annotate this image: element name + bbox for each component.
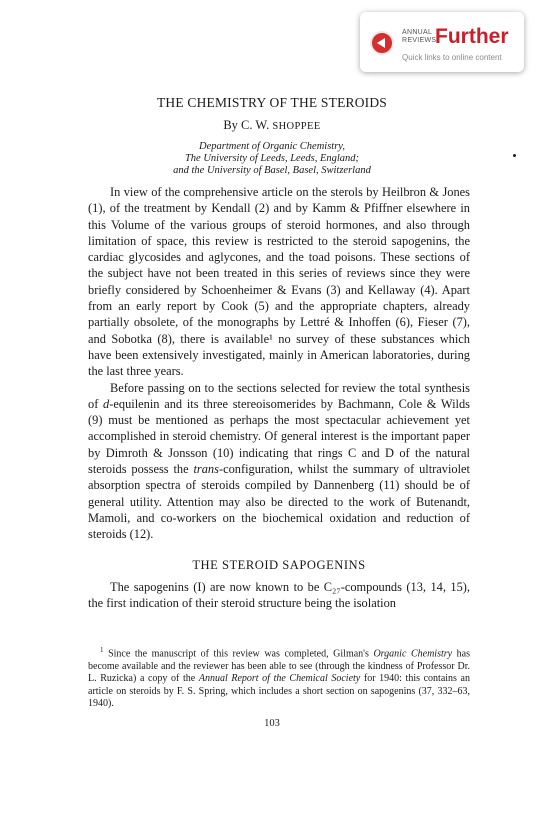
footnote-text-a: Since the manuscript of this review was completed, Gilman's [103, 648, 374, 660]
further-label: Further [435, 25, 509, 48]
paragraph-2 [88, 380, 470, 543]
footnote-italic-annual-report: Annual Report of the Chemical Society [198, 673, 361, 685]
quick-links-label[interactable]: Quick links to online content [402, 53, 502, 62]
affiliation-line-1: Department of Organic Chemistry, [198, 141, 345, 152]
article-body [88, 184, 470, 611]
paragraph-2-italic-d: d [103, 396, 110, 411]
play-arrow-icon [370, 31, 394, 55]
affiliation-line-2: The University of Leeds, Leeds, England; [184, 153, 360, 164]
footnote-text-c: for 1940: this contains an article on steroids by F. S. Spring, which includes a short section on sapogenins (37, 332–63, 1940). [88, 673, 470, 709]
paragraph-2-text-c: -configuration, whilst the summary of ultraviolet absorption spectra of steroids compiled by Dannenberg (11) should be of general utility. Attention may also be directed to the work of Butenandt, Mamoli, and co-workers on the biochemical oxidation and reduction of steroids (12). [88, 462, 470, 542]
paragraph-2-text-b: -equilenin and its three stereoisomerides by Bachmann, Cole & Wilds (9) must be mentioned as perhaps the most spectacular achievement yet accomplished in steroid chemistry. Of general interest is the important paper by Dimroth & Jonsson (10) indicating that rings C and D of the natural steroids possess the [88, 396, 470, 477]
annual-reviews-further-badge[interactable] [360, 12, 524, 72]
annual-reviews-wordmark: ANNUAL REVIEWS [402, 29, 437, 44]
author-prefix: By C. W. [223, 118, 273, 132]
paragraph-1: In view of the comprehensive article on the sterols by Heilbron & Jones (1), of the treatment by Kendall (2) and by Kamm & Pfiffner elsewhere in this Volume of the various groups of steroid hormones, and also through limitation of space, this review is restricted to the steroid sapogenins, the cardiac glycosides and aglycones, and the toad poisons. These sections of the subject have not been treated in this series of reviews since they were briefly considered by Schoenheimer & Evans (3) and Kellaway (4). Apart from an early report by Cook (5) and the appropriate chapters, already partially obsolete, of the monographs by Lettré & Inhoffen (6), Fieser (7), and Sobotka (8), there is available¹ no survey of these substances which have been extensively investigated, mainly in American laboratories, during the last three years. [88, 185, 470, 379]
stray-mark [513, 154, 516, 157]
paragraph-2-text-a: Before passing on to the sections selected for review the total synthesis of [88, 380, 470, 411]
affiliation-line-3: and the University of Basel, Basel, Switzerland [173, 165, 371, 176]
footnote [88, 644, 470, 710]
page-number: 103 [264, 718, 280, 729]
footnote-text-b: has become available and the reviewer has been able to see (through the kindness of Professor Dr. L. Ruzicka) a copy of the [88, 648, 470, 685]
author-line [0, 118, 544, 133]
section-heading: THE STEROID SAPOGENINS [192, 557, 366, 572]
author-surname: SHOPPEE [272, 121, 321, 132]
footnote-marker: 1 [100, 646, 104, 654]
affiliation-block [0, 141, 544, 177]
footnote-italic-organic-chemistry: Organic Chemistry [373, 648, 453, 660]
paragraph-3: The sapogenins (I) are now known to be C₂₇-compounds (13, 14, 15), the first indication of their steroid structure being the isolation [88, 579, 470, 611]
article-title: THE CHEMISTRY OF THE STEROIDS [156, 95, 388, 110]
paragraph-2-italic-trans: trans [193, 462, 219, 477]
